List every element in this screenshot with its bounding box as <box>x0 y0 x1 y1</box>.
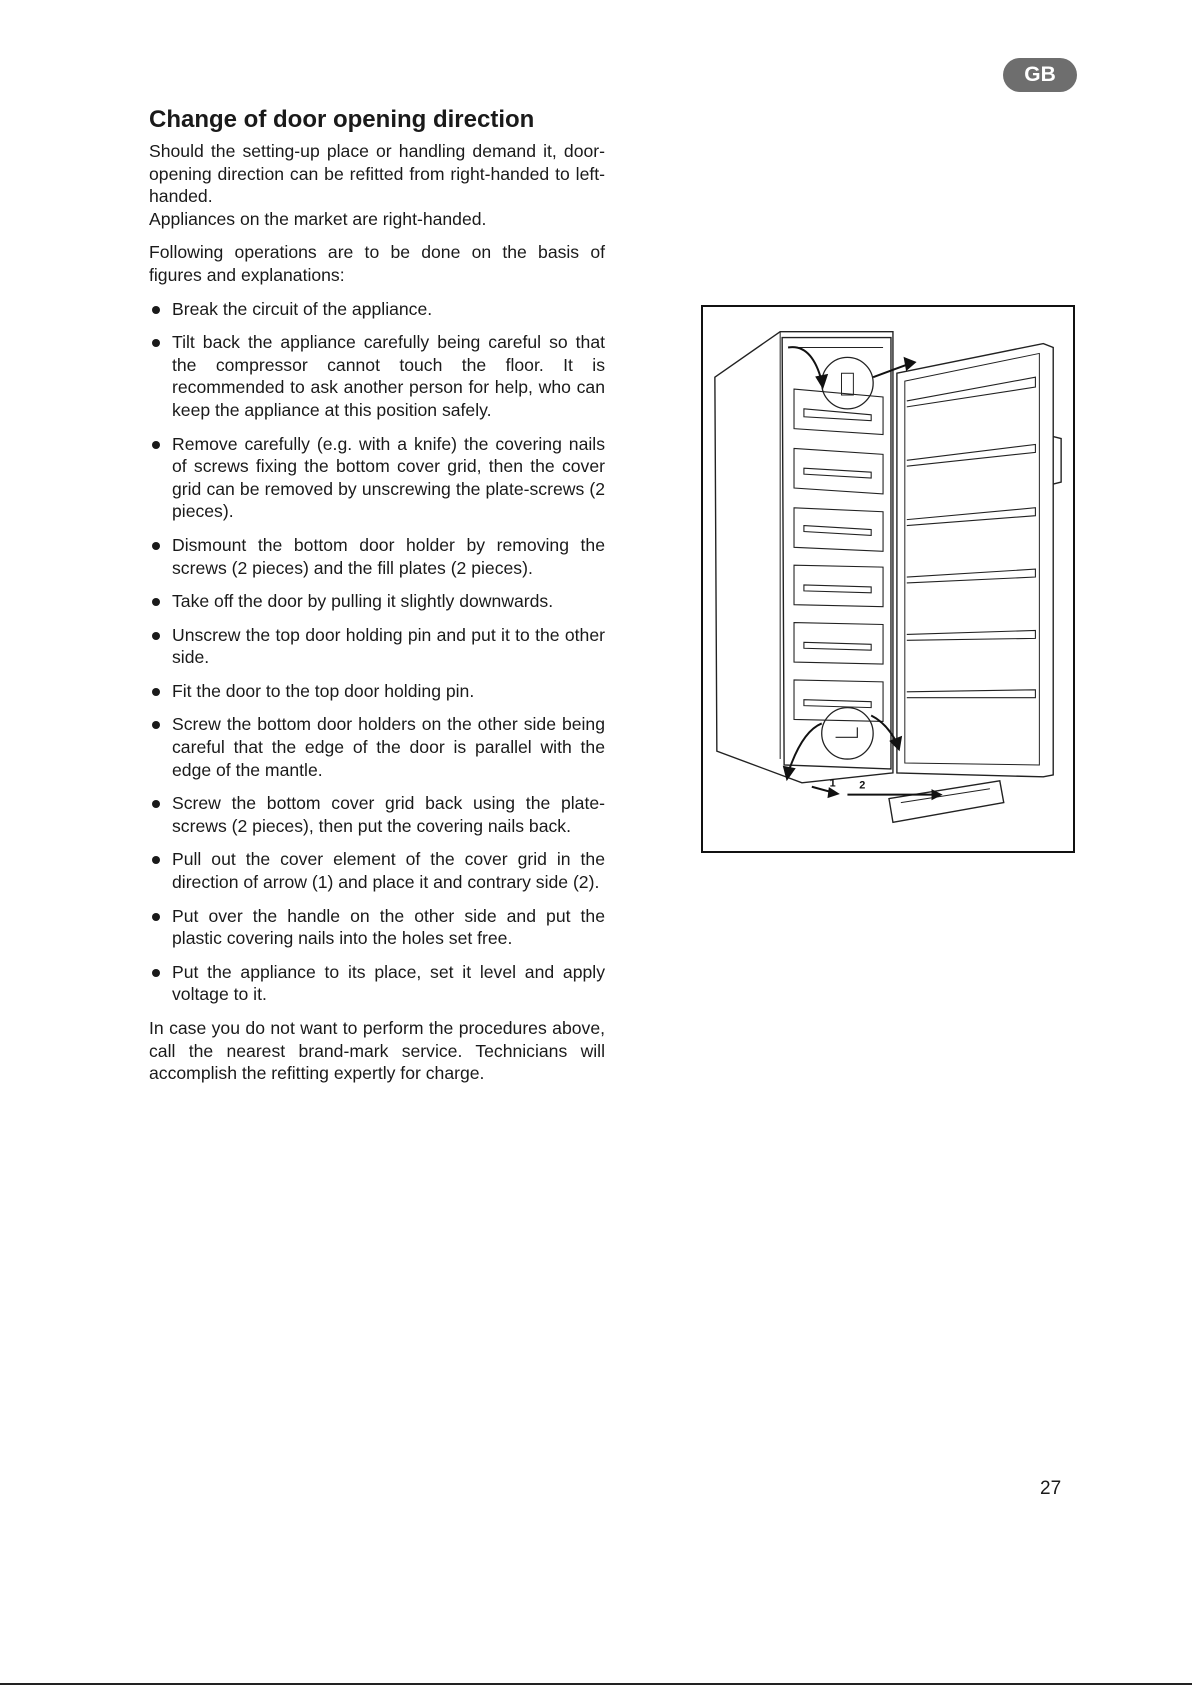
closing-paragraph: In case you do not want to perform the procedures above, call the nearest brand-mark service. Technicians will accomplish the refitting expertly for charge. <box>149 1018 605 1084</box>
step-item: Put the appliance to its place, set it level and apply voltage to it. <box>149 961 605 1006</box>
step-item: Take off the door by pulling it slightly downwards. <box>149 590 605 613</box>
freezer-drawing <box>703 307 1073 851</box>
intro-paragraph: Should the setting-up place or handling demand it, door-opening direction can be refitted from right-handed to left-handed. <box>149 141 605 207</box>
step-item: Break the circuit of the appliance. <box>149 298 605 321</box>
drawers <box>794 389 883 721</box>
language-badge: GB <box>1003 58 1077 92</box>
step-item: Unscrew the top door holding pin and put it to the other side. <box>149 624 605 669</box>
step-item: Dismount the bottom door holder by removing the screws (2 pieces) and the fill plates (2 pieces). <box>149 534 605 579</box>
door-shelves <box>907 377 1036 698</box>
step-item: Screw the bottom door holders on the other side being careful that the edge of the door is parallel with the edge of the mantle. <box>149 713 605 781</box>
bottom-holder-detail <box>822 708 873 759</box>
step-item: Put over the handle on the other side and put the plastic covering nails into the holes set free. <box>149 905 605 950</box>
step-item: Fit the door to the top door holding pin. <box>149 680 605 703</box>
arrow-label-2: 2 <box>859 779 866 792</box>
door-handle <box>1053 437 1061 484</box>
instructions-column <box>149 104 605 1085</box>
page-number: 27 <box>1040 1478 1062 1499</box>
intro-instructions: Following operations are to be done on the basis of figures and explanations: <box>149 242 605 285</box>
arrow-label-1: 1 <box>829 777 836 790</box>
top-pin-detail <box>822 357 873 408</box>
intro-note: Appliances on the market are right-handed. <box>149 208 487 229</box>
step-item: Remove carefully (e.g. with a knife) the covering nails of screws fixing the bottom cover grid, then the cover grid can be removed by unscrewing the plate-screws (2 pieces). <box>149 433 605 523</box>
step-item: Pull out the cover element of the cover grid in the direction of arrow (1) and place it and contrary side (2). <box>149 848 605 893</box>
cabinet-opening <box>782 338 891 769</box>
freezer-illustration <box>701 305 1075 853</box>
step-list <box>149 298 605 1006</box>
step-item: Tilt back the appliance carefully being careful so that the compressor cannot touch the floor. It is recommended to ask another person for help, who can keep the appliance at this position safely. <box>149 331 605 421</box>
open-door <box>897 344 1053 777</box>
section-title: Change of door opening direction <box>149 106 535 133</box>
step-item: Screw the bottom cover grid back using the plate-screws (2 pieces), then put the covering nails back. <box>149 792 605 837</box>
